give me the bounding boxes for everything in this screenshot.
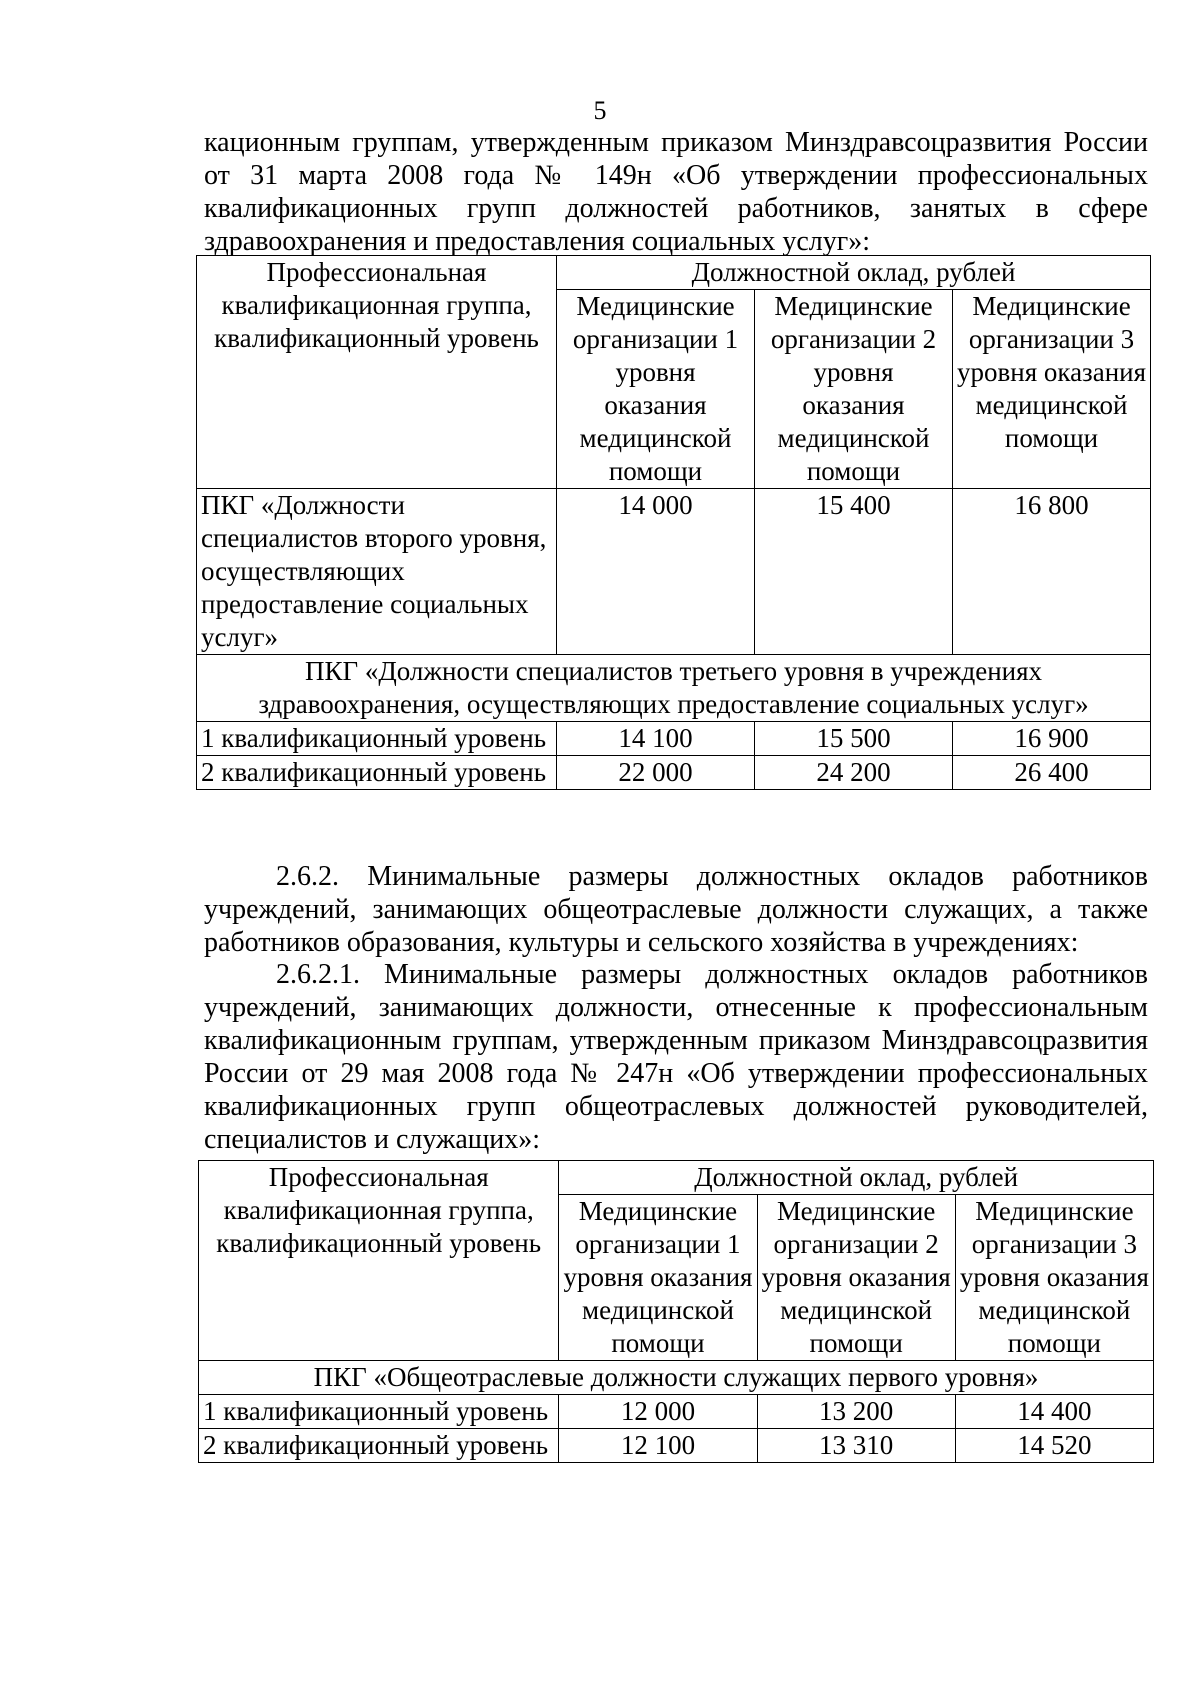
header-salary-title: Должностной оклад, рублей — [557, 256, 1151, 290]
page-number: 5 — [593, 96, 607, 125]
header-level-3: Медицинские организации 3 уровня оказания медицинской помощи — [955, 1195, 1153, 1361]
row-value-level-3: 16 800 — [953, 489, 1151, 655]
table-row — [199, 1395, 1154, 1429]
header-level-3: Медицинские организации 3 уровня оказания медицинской помощи — [953, 290, 1151, 489]
paragraph-2-6-2-1: 2.6.2.1. Минимальные размеры должностных окладов работников учреждений, занимающих должности, отнесенные к профессиональным квалификационным группам, утвержденным приказом Минздравсоцразвития России от 29 мая 2008 года № 247н «Об утверждении профессиональных квалификационных групп общеотраслевых должностей руководителей, специалистов и служащих»: — [204, 959, 1148, 1155]
row-label: ПКГ «Должности специалистов второго уровня, осуществляющих предоставление социальных услуг» — [197, 489, 557, 655]
header-group-column: Профессиональная квалификационная группа, квалификационный уровень — [197, 256, 557, 489]
row-value-level-2: 15 500 — [755, 722, 953, 756]
salary-table-social-services — [196, 255, 1151, 790]
table-header-row — [199, 1161, 1154, 1195]
row-value-level-3: 14 520 — [955, 1429, 1153, 1463]
group-title: ПКГ «Должности специалистов третьего уровня в учреждениях здравоохранения, осуществляющих предоставление социальных услуг» — [197, 655, 1151, 722]
row-value-level-3: 14 400 — [955, 1395, 1153, 1429]
table-group-row — [197, 655, 1151, 722]
row-value-level-1: 12 000 — [559, 1395, 757, 1429]
table-row — [197, 489, 1151, 655]
table-row — [197, 722, 1151, 756]
row-value-level-2: 15 400 — [755, 489, 953, 655]
row-value-level-1: 14 000 — [557, 489, 755, 655]
header-level-1: Медицинские организации 1 уровня оказания медицинской помощи — [557, 290, 755, 489]
table-group-row — [199, 1361, 1154, 1395]
header-level-1: Медицинские организации 1 уровня оказания медицинской помощи — [559, 1195, 757, 1361]
intro-paragraph: кационным группам, утвержденным приказом Минздравсоцразвития России от 31 марта 2008 года № 149н «Об утверждении профессиональных квалификационных групп должностей работников, занятых в сфере здравоохранения и предоставления социальных услуг»: — [204, 127, 1148, 257]
row-value-level-3: 26 400 — [953, 756, 1151, 790]
row-label: 1 квалификационный уровень — [197, 722, 557, 756]
row-value-level-2: 13 200 — [757, 1395, 955, 1429]
row-value-level-2: 13 310 — [757, 1429, 955, 1463]
table-header-row — [197, 256, 1151, 290]
table-row — [197, 756, 1151, 790]
row-label: 1 квалификационный уровень — [199, 1395, 559, 1429]
row-value-level-1: 12 100 — [559, 1429, 757, 1463]
group-title: ПКГ «Общеотраслевые должности служащих первого уровня» — [199, 1361, 1154, 1395]
row-value-level-2: 24 200 — [755, 756, 953, 790]
paragraph-2-6-2: 2.6.2. Минимальные размеры должностных окладов работников учреждений, занимающих общеотраслевые должности служащих, а также работников образования, культуры и сельского хозяйства в учреждениях: — [204, 861, 1148, 958]
header-level-2: Медицинские организации 2 уровня оказания медицинской помощи — [755, 290, 953, 489]
row-value-level-1: 22 000 — [557, 756, 755, 790]
row-label: 2 квалификационный уровень — [197, 756, 557, 790]
row-value-level-1: 14 100 — [557, 722, 755, 756]
header-level-2: Медицинские организации 2 уровня оказания медицинской помощи — [757, 1195, 955, 1361]
row-label: 2 квалификационный уровень — [199, 1429, 559, 1463]
table-row — [199, 1429, 1154, 1463]
salary-table-general-positions — [198, 1160, 1154, 1463]
header-salary-title: Должностной оклад, рублей — [559, 1161, 1154, 1195]
header-group-column: Профессиональная квалификационная группа, квалификационный уровень — [199, 1161, 559, 1361]
row-value-level-3: 16 900 — [953, 722, 1151, 756]
